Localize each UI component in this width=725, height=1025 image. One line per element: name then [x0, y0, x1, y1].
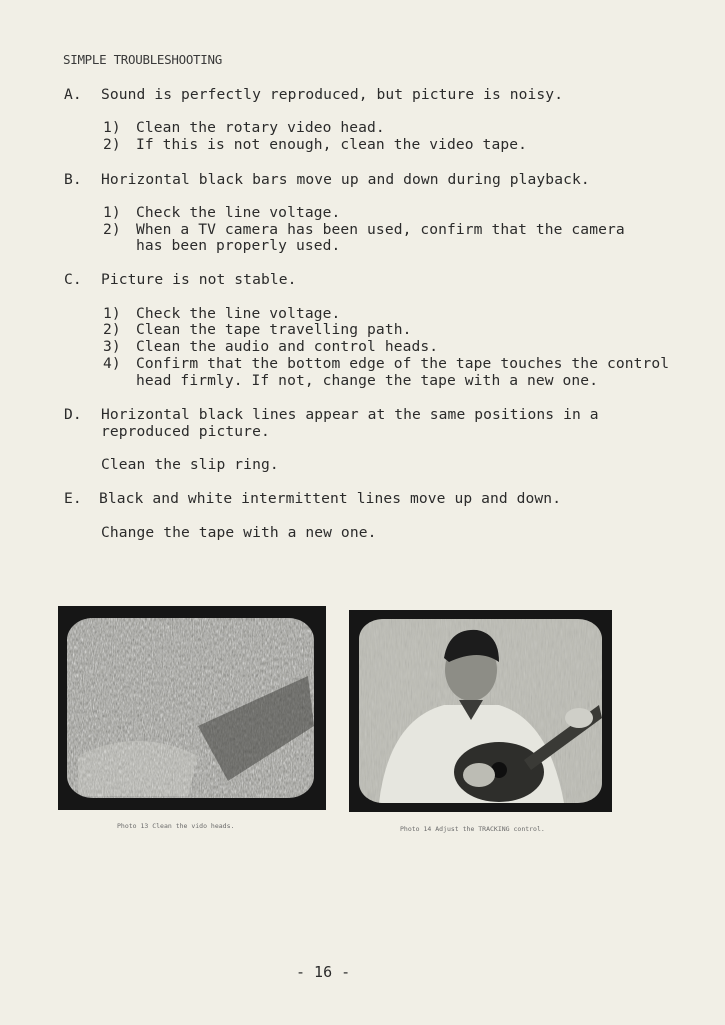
section-c-letter: C.: [64, 271, 82, 288]
section-e-problem: Black and white intermittent lines move up and down.: [99, 490, 562, 507]
page-heading: SIMPLE TROUBLESHOOTING: [63, 52, 222, 67]
section-c-step-1-text: Check the line voltage.: [136, 305, 341, 322]
section-b-step-2-num: 2): [103, 221, 121, 238]
section-d-remedy: Clean the slip ring.: [101, 456, 279, 473]
photo-13-caption: Photo 13 Clean the vido heads.: [117, 822, 235, 830]
section-c-step-1-num: 1): [103, 305, 121, 322]
section-c-problem: Picture is not stable.: [101, 271, 297, 288]
section-b-step-2-text-line-1: When a TV camera has been used, confirm that the camera: [136, 221, 625, 238]
section-a-step-1-num: 1): [103, 119, 121, 136]
section-b-step-1-num: 1): [103, 204, 121, 221]
section-b-step-2-text-line-2: has been properly used.: [136, 237, 341, 254]
photo-14-guitarist: [349, 610, 612, 812]
section-b-letter: B.: [64, 171, 82, 188]
photo-14-caption: Photo 14 Adjust the TRACKING control.: [400, 825, 545, 833]
section-a-letter: A.: [64, 86, 82, 103]
section-a-problem: Sound is perfectly reproduced, but picture is noisy.: [101, 86, 564, 103]
section-a-step-1-text: Clean the rotary video head.: [136, 119, 385, 136]
section-c-step-3-text: Clean the audio and control heads.: [136, 338, 439, 355]
section-b-step-1-text: Check the line voltage.: [136, 204, 341, 221]
section-e-remedy: Change the tape with a new one.: [101, 524, 377, 541]
photo-13-noisy-picture: [58, 606, 326, 810]
section-c-step-2-num: 2): [103, 321, 121, 338]
section-d-letter: D.: [64, 406, 82, 423]
section-e-letter: E.: [64, 490, 82, 507]
section-c-step-2-text: Clean the tape travelling path.: [136, 321, 412, 338]
section-c-step-3-num: 3): [103, 338, 121, 355]
section-a-step-2-text: If this is not enough, clean the video tape.: [136, 136, 527, 153]
section-c-step-4-text-line-1: Confirm that the bottom edge of the tape touches the control: [136, 355, 670, 372]
section-c-step-4-num: 4): [103, 355, 121, 372]
section-a-step-2-num: 2): [103, 136, 121, 153]
page-number: - 16 -: [296, 963, 351, 981]
section-b-problem: Horizontal black bars move up and down during playback.: [101, 171, 590, 188]
section-d-problem-line-1: Horizontal black lines appear at the same positions in a: [101, 406, 599, 423]
section-c-step-4-text-line-2: head firmly. If not, change the tape with a new one.: [136, 372, 599, 389]
section-d-problem-line-2: reproduced picture.: [101, 423, 270, 440]
